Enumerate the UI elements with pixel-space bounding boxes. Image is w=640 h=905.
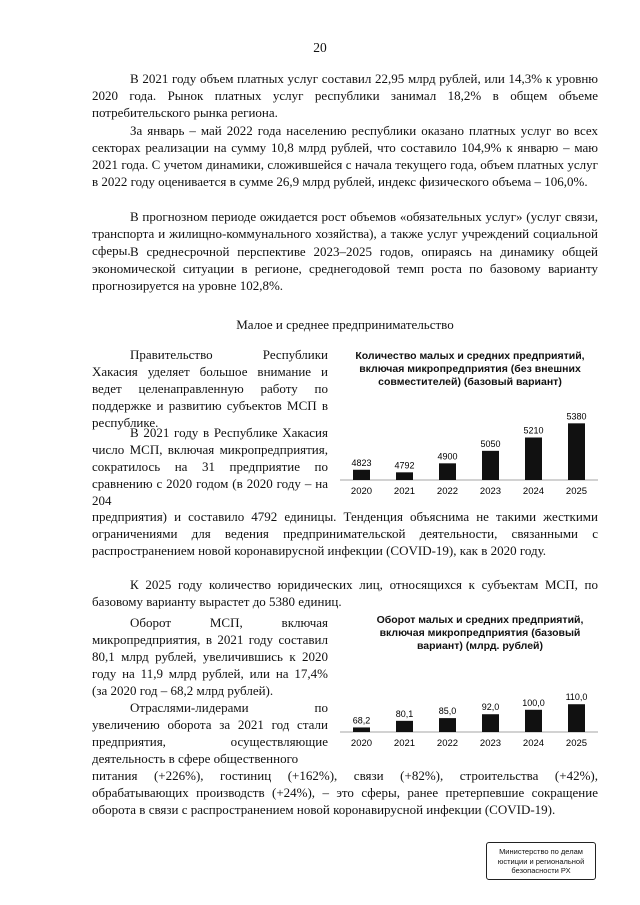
chart-value-label: 80,1 bbox=[395, 708, 414, 719]
chart-msp-count-title: Количество малых и средних предприятий, включая микропредприятия (без внешних совместителей) (базовый вариант) bbox=[355, 350, 585, 388]
chart-bar bbox=[396, 721, 413, 732]
paragraph-leading-industries: Отраслями-лидерами по увеличению оборота за 2021 год стали предприятия, осуществляющие деятельность в сфере общественного bbox=[92, 700, 328, 766]
chart-bar bbox=[525, 438, 542, 481]
chart-value-label: 5380 bbox=[566, 411, 587, 422]
chart-value-label: 4823 bbox=[351, 457, 372, 468]
chart-tick-label: 2020 bbox=[350, 738, 373, 749]
chart-tick-label: 2021 bbox=[393, 738, 416, 749]
chart-tick-label: 2020 bbox=[350, 486, 373, 497]
section-heading: Малое и среднее предпринимательство bbox=[236, 317, 454, 332]
chart-tick-label: 2024 bbox=[522, 738, 545, 749]
chart-bar bbox=[396, 472, 413, 480]
paragraph-government-support: Правительство Республики Хакасия уделяет большое внимание и ведет целенаправленную работу по поддержке и развитию субъектов МСП в республике. bbox=[92, 347, 328, 430]
chart-value-label: 5050 bbox=[480, 438, 501, 449]
chart-value-label: 68,2 bbox=[352, 715, 371, 726]
chart-bar bbox=[353, 470, 370, 480]
chart-bar bbox=[353, 727, 370, 732]
paragraph-paid-services-2022: За январь – май 2022 года населению республики оказано платных услуг во всех секторах реализации на сумму 10,8 млрд рублей, что составило 104,9% к январю – маю 2021 года. С учетом динамики, сложившейся с начала текущего года, объем платных услуг в 2022 году оценивается в сумме 26,9 млрд рублей, индекс физического объема – 106,0%. bbox=[92, 123, 598, 189]
paragraph-medium-term: В среднесрочной перспективе 2023–2025 годов, опираясь на динамику общей экономической ситуации в регионе, среднегодовой темп роста по базовому варианту прогнозируется на уровне 102,8%. bbox=[92, 244, 598, 293]
paragraph-paid-services-2021: В 2021 году объем платных услуг составил 22,95 млрд рублей, или 14,3% к уровню 2020 года. Рынок платных услуг республики занимал 18,2% в общем объеме потребительского рынка региона. bbox=[92, 71, 598, 120]
chart-tick-label: 2025 bbox=[565, 738, 588, 749]
chart-value-label: 100,0 bbox=[522, 697, 545, 708]
chart-tick-label: 2021 bbox=[393, 486, 416, 497]
chart-value-label: 4900 bbox=[437, 451, 458, 462]
chart-bar bbox=[439, 718, 456, 732]
paragraph-msp-count-2021: В 2021 году в Республике Хакасия число МСП, включая микропредприятия, сократилось на 31 предприятие по сравнению с 2020 годом (в 2020 году – на 204 bbox=[92, 425, 328, 508]
chart-tick-label: 2024 bbox=[522, 486, 545, 497]
chart-tick-label: 2023 bbox=[479, 486, 502, 497]
paragraph-forecast-period: В прогнозном периоде ожидается рост объемов «обязательных услуг» (услуг связи, транспорта и жилищно-коммунального хозяйства), а также услуг учреждений социальной сферы. bbox=[92, 209, 598, 258]
chart-value-label: 5210 bbox=[523, 425, 544, 436]
chart-bar bbox=[482, 451, 499, 480]
chart-value-label: 110,0 bbox=[565, 692, 588, 703]
paragraph-turnover-2021: Оборот МСП, включая микропредприятия, в 2021 году составил 80,1 млрд рублей, увеличившись к 2020 году на 11,9 млрд рублей, или на 17,4% (за 2020 год – 68,2 млрд рублей). bbox=[92, 615, 328, 698]
paragraph-leading-industries-cont: питания (+226%), гостиниц (+162%), связи (+82%), строительства (+42%), обрабатывающих производств (+24%), – это сферы, ранее претерпевшие сокращение оборота в связи с распространением новой коронавирусной инфекции (COVID-19). bbox=[92, 768, 598, 817]
chart-bar bbox=[525, 710, 542, 732]
chart-tick-label: 2023 bbox=[479, 738, 502, 749]
chart-bar bbox=[568, 704, 585, 732]
chart-value-label: 85,0 bbox=[438, 706, 457, 717]
chart-bar bbox=[439, 463, 456, 480]
chart-msp-turnover-title: Оборот малых и средних предприятий, включая микропредприятия (базовый вариант) (млрд. рублей) bbox=[376, 614, 584, 652]
paragraph-msp-forecast-2025: К 2025 году количество юридических лиц, относящихся к субъектам МСП, по базовому варианту вырастет до 5380 единиц. bbox=[92, 577, 598, 609]
page-number: 20 bbox=[313, 40, 327, 55]
ministry-stamp: Министерство по делам юстиции и региональной безопасности РХ bbox=[486, 842, 596, 880]
chart-tick-label: 2022 bbox=[436, 486, 459, 497]
chart-value-label: 92,0 bbox=[481, 702, 500, 713]
chart-value-label: 4792 bbox=[394, 460, 415, 471]
chart-bar bbox=[482, 714, 499, 732]
chart-msp-turnover bbox=[340, 688, 598, 752]
chart-msp-count bbox=[340, 406, 598, 500]
chart-tick-label: 2025 bbox=[565, 486, 588, 497]
chart-tick-label: 2022 bbox=[436, 738, 459, 749]
paragraph-msp-count-cont: предприятия) и составило 4792 единицы. Тенденция объяснима не такими жесткими ограничениями для ведения предпринимательской деятельности, связанными с распространением новой коронавирусной инфекции (COVID-19), как в 2020 году. bbox=[92, 509, 598, 558]
chart-bar bbox=[568, 423, 585, 480]
